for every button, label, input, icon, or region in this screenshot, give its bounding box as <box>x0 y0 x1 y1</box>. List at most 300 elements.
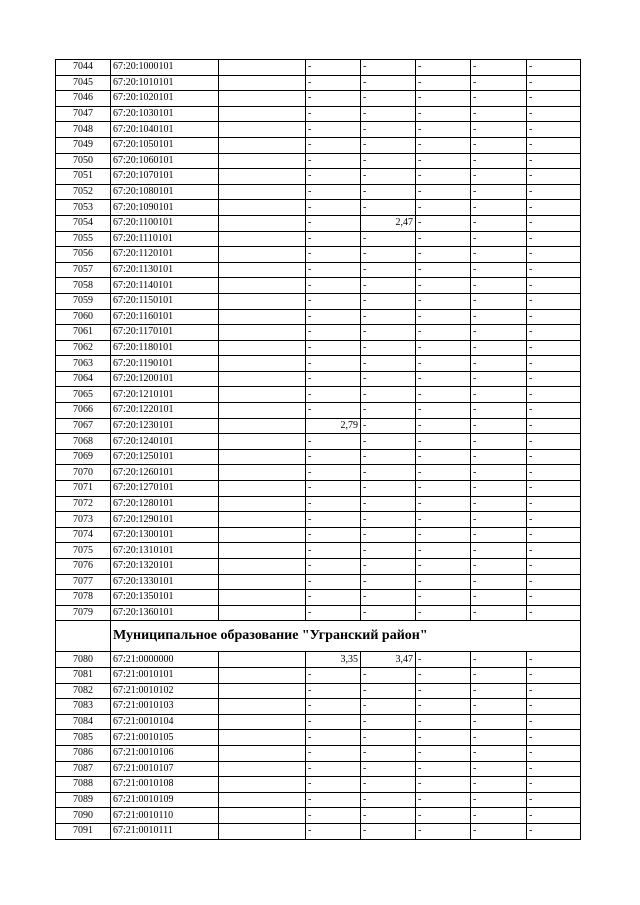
cadastral-code: 67:20:1070101 <box>111 169 219 185</box>
row-number: 7047 <box>56 106 111 122</box>
table-row <box>56 106 581 122</box>
value-cell: - <box>416 309 471 325</box>
row-number: 7064 <box>56 371 111 387</box>
value-cell: - <box>416 465 471 481</box>
table-row <box>56 605 581 621</box>
cadastral-code: 67:20:1100101 <box>111 215 219 231</box>
cadastral-code: 67:20:1220101 <box>111 403 219 419</box>
empty-cell <box>219 340 306 356</box>
section-header-row <box>56 621 581 652</box>
value-cell: - <box>416 714 471 730</box>
empty-cell <box>219 590 306 606</box>
value-cell: - <box>361 543 416 559</box>
value-cell: - <box>361 309 416 325</box>
empty-cell <box>219 745 306 761</box>
value-cell: - <box>416 215 471 231</box>
table-row <box>56 231 581 247</box>
value-cell: - <box>527 75 581 91</box>
value-cell: - <box>527 527 581 543</box>
value-cell: - <box>361 231 416 247</box>
value-cell: - <box>471 293 527 309</box>
value-cell: - <box>471 590 527 606</box>
value-cell: - <box>306 590 361 606</box>
value-cell: - <box>471 481 527 497</box>
empty-cell <box>219 683 306 699</box>
value-cell: - <box>361 106 416 122</box>
value-cell: - <box>361 293 416 309</box>
value-cell: - <box>527 106 581 122</box>
value-cell: - <box>471 91 527 107</box>
value-cell: - <box>471 527 527 543</box>
cadastral-code: 67:21:0010108 <box>111 777 219 793</box>
row-number: 7044 <box>56 60 111 76</box>
table-row <box>56 247 581 263</box>
value-cell: - <box>416 527 471 543</box>
cadastral-code: 67:20:1050101 <box>111 137 219 153</box>
value-cell: - <box>306 481 361 497</box>
empty-cell <box>219 325 306 341</box>
value-cell: - <box>527 293 581 309</box>
empty-cell <box>219 823 306 839</box>
value-cell: - <box>471 169 527 185</box>
value-cell: - <box>306 465 361 481</box>
value-cell: - <box>471 496 527 512</box>
empty-cell <box>219 559 306 575</box>
value-cell: - <box>416 293 471 309</box>
value-cell: - <box>471 512 527 528</box>
value-cell: - <box>306 512 361 528</box>
table-row <box>56 75 581 91</box>
value-cell: - <box>306 667 361 683</box>
value-cell: - <box>416 184 471 200</box>
value-cell: - <box>416 60 471 76</box>
value-cell: - <box>416 745 471 761</box>
value-cell: - <box>527 667 581 683</box>
value-cell: - <box>527 231 581 247</box>
value-cell: - <box>306 60 361 76</box>
value-cell: - <box>416 481 471 497</box>
row-number: 7087 <box>56 761 111 777</box>
value-cell: - <box>416 325 471 341</box>
row-number: 7051 <box>56 169 111 185</box>
value-cell: - <box>361 434 416 450</box>
value-cell: - <box>527 60 581 76</box>
value-cell: - <box>527 91 581 107</box>
value-cell: - <box>361 683 416 699</box>
empty-cell <box>219 465 306 481</box>
value-cell: - <box>306 91 361 107</box>
cadastral-code: 67:20:1010101 <box>111 75 219 91</box>
cadastral-code: 67:21:0010107 <box>111 761 219 777</box>
empty-cell <box>219 418 306 434</box>
value-cell: - <box>416 122 471 138</box>
table-row <box>56 309 581 325</box>
value-cell: - <box>306 808 361 824</box>
value-cell: - <box>416 777 471 793</box>
value-cell: - <box>471 823 527 839</box>
empty-cell <box>219 106 306 122</box>
row-number: 7082 <box>56 683 111 699</box>
value-cell: - <box>527 153 581 169</box>
value-cell: - <box>306 403 361 419</box>
row-number: 7083 <box>56 699 111 715</box>
empty-cell <box>219 667 306 683</box>
value-cell: - <box>306 683 361 699</box>
row-number: 7090 <box>56 808 111 824</box>
cadastral-code: 67:21:0010102 <box>111 683 219 699</box>
value-cell: - <box>306 496 361 512</box>
value-cell: - <box>306 574 361 590</box>
value-cell: - <box>471 652 527 668</box>
value-cell: - <box>471 137 527 153</box>
value-cell: - <box>416 605 471 621</box>
cadastral-code: 67:20:1310101 <box>111 543 219 559</box>
cadastral-code: 67:20:1090101 <box>111 200 219 216</box>
row-number: 7070 <box>56 465 111 481</box>
value-cell: - <box>306 309 361 325</box>
cadastral-code: 67:20:1200101 <box>111 371 219 387</box>
document-page <box>55 59 580 840</box>
value-cell: - <box>416 371 471 387</box>
empty-cell <box>219 371 306 387</box>
empty-cell <box>219 91 306 107</box>
empty-cell <box>219 169 306 185</box>
value-cell: - <box>361 418 416 434</box>
empty-cell <box>219 153 306 169</box>
value-cell: - <box>361 200 416 216</box>
row-number: 7058 <box>56 278 111 294</box>
value-cell: - <box>306 792 361 808</box>
value-cell: - <box>471 418 527 434</box>
value-cell: - <box>471 434 527 450</box>
value-cell: - <box>527 559 581 575</box>
cadastral-code: 67:20:1080101 <box>111 184 219 200</box>
table-row <box>56 465 581 481</box>
table-row <box>56 745 581 761</box>
value-cell: - <box>416 699 471 715</box>
cadastral-code: 67:21:0010109 <box>111 792 219 808</box>
table-body-top <box>56 60 581 621</box>
value-cell: - <box>471 714 527 730</box>
value-cell: - <box>361 745 416 761</box>
value-cell: - <box>306 543 361 559</box>
value-cell: - <box>527 169 581 185</box>
row-number: 7049 <box>56 137 111 153</box>
row-number: 7077 <box>56 574 111 590</box>
cadastral-code: 67:21:0000000 <box>111 652 219 668</box>
value-cell: - <box>361 808 416 824</box>
value-cell: - <box>361 559 416 575</box>
table-row <box>56 137 581 153</box>
empty-cell <box>219 293 306 309</box>
value-cell: 3,35 <box>306 652 361 668</box>
value-cell: - <box>361 340 416 356</box>
cadastral-code: 67:20:1210101 <box>111 387 219 403</box>
cadastral-code: 67:20:1030101 <box>111 106 219 122</box>
row-number: 7079 <box>56 605 111 621</box>
empty-cell <box>219 200 306 216</box>
table-row <box>56 512 581 528</box>
value-cell: - <box>416 667 471 683</box>
table-row <box>56 543 581 559</box>
value-cell: - <box>527 418 581 434</box>
value-cell: - <box>416 761 471 777</box>
value-cell: - <box>471 60 527 76</box>
value-cell: - <box>416 418 471 434</box>
cadastral-code: 67:20:1360101 <box>111 605 219 621</box>
cadastral-code: 67:21:0010106 <box>111 745 219 761</box>
value-cell: 2,79 <box>306 418 361 434</box>
row-number: 7073 <box>56 512 111 528</box>
value-cell: - <box>527 792 581 808</box>
cadastral-code: 67:20:1250101 <box>111 449 219 465</box>
value-cell: - <box>361 137 416 153</box>
empty-cell <box>219 714 306 730</box>
empty-cell <box>219 231 306 247</box>
value-cell: - <box>361 371 416 387</box>
value-cell: - <box>416 590 471 606</box>
value-cell: - <box>306 745 361 761</box>
row-number: 7059 <box>56 293 111 309</box>
table-row <box>56 823 581 839</box>
value-cell: - <box>527 200 581 216</box>
cadastral-code: 67:20:1000101 <box>111 60 219 76</box>
table-row <box>56 122 581 138</box>
value-cell: - <box>416 387 471 403</box>
value-cell: - <box>306 325 361 341</box>
value-cell: - <box>527 652 581 668</box>
value-cell: - <box>527 184 581 200</box>
value-cell: - <box>361 761 416 777</box>
value-cell: - <box>306 449 361 465</box>
row-number: 7048 <box>56 122 111 138</box>
row-number: 7057 <box>56 262 111 278</box>
empty-cell <box>219 184 306 200</box>
value-cell: - <box>527 325 581 341</box>
value-cell: - <box>527 714 581 730</box>
row-number: 7091 <box>56 823 111 839</box>
value-cell: - <box>527 605 581 621</box>
value-cell: - <box>306 559 361 575</box>
cadastral-code: 67:20:1300101 <box>111 527 219 543</box>
table-row <box>56 60 581 76</box>
cadastral-code: 67:20:1130101 <box>111 262 219 278</box>
value-cell: - <box>306 371 361 387</box>
value-cell: - <box>306 200 361 216</box>
value-cell: - <box>306 169 361 185</box>
value-cell: - <box>361 792 416 808</box>
value-cell: - <box>527 449 581 465</box>
table-row <box>56 200 581 216</box>
value-cell: - <box>471 761 527 777</box>
empty-cell <box>219 60 306 76</box>
row-number: 7068 <box>56 434 111 450</box>
value-cell: - <box>361 325 416 341</box>
empty-cell <box>219 387 306 403</box>
row-number: 7080 <box>56 652 111 668</box>
table-row <box>56 777 581 793</box>
row-number: 7054 <box>56 215 111 231</box>
row-number: 7074 <box>56 527 111 543</box>
value-cell: - <box>471 371 527 387</box>
row-number: 7061 <box>56 325 111 341</box>
value-cell: - <box>361 403 416 419</box>
section-number-cell <box>56 621 111 652</box>
value-cell: - <box>471 184 527 200</box>
value-cell: - <box>471 356 527 372</box>
value-cell: - <box>471 777 527 793</box>
table-row <box>56 387 581 403</box>
table-row <box>56 808 581 824</box>
cadastral-code: 67:20:1140101 <box>111 278 219 294</box>
table-row <box>56 667 581 683</box>
empty-cell <box>219 496 306 512</box>
value-cell: - <box>527 247 581 263</box>
row-number: 7075 <box>56 543 111 559</box>
value-cell: - <box>306 714 361 730</box>
section-header-group <box>56 621 581 652</box>
value-cell: - <box>361 449 416 465</box>
value-cell: - <box>361 122 416 138</box>
table-row <box>56 730 581 746</box>
row-number: 7071 <box>56 481 111 497</box>
value-cell: - <box>416 137 471 153</box>
cadastral-code: 67:21:0010101 <box>111 667 219 683</box>
value-cell: - <box>361 823 416 839</box>
value-cell: - <box>416 91 471 107</box>
row-number: 7053 <box>56 200 111 216</box>
value-cell: - <box>306 527 361 543</box>
cadastral-code: 67:20:1110101 <box>111 231 219 247</box>
row-number: 7085 <box>56 730 111 746</box>
cadastral-code: 67:21:0010104 <box>111 714 219 730</box>
value-cell: - <box>361 387 416 403</box>
row-number: 7052 <box>56 184 111 200</box>
table-row <box>56 792 581 808</box>
table-row <box>56 153 581 169</box>
table-row <box>56 356 581 372</box>
row-number: 7065 <box>56 387 111 403</box>
value-cell: - <box>306 75 361 91</box>
value-cell: - <box>416 792 471 808</box>
cadastral-code: 67:20:1120101 <box>111 247 219 263</box>
table-row <box>56 761 581 777</box>
table-row <box>56 184 581 200</box>
cadastral-code: 67:20:1170101 <box>111 325 219 341</box>
value-cell: - <box>471 559 527 575</box>
value-cell: - <box>527 262 581 278</box>
value-cell: - <box>306 434 361 450</box>
value-cell: - <box>306 761 361 777</box>
empty-cell <box>219 481 306 497</box>
value-cell: - <box>416 434 471 450</box>
value-cell: - <box>416 278 471 294</box>
value-cell: - <box>306 184 361 200</box>
row-number: 7081 <box>56 667 111 683</box>
table-row <box>56 481 581 497</box>
value-cell: - <box>527 309 581 325</box>
value-cell: - <box>527 761 581 777</box>
value-cell: - <box>527 137 581 153</box>
empty-cell <box>219 403 306 419</box>
value-cell: - <box>471 792 527 808</box>
value-cell: 2,47 <box>361 215 416 231</box>
value-cell: - <box>416 200 471 216</box>
cadastral-code: 67:20:1150101 <box>111 293 219 309</box>
value-cell: - <box>471 309 527 325</box>
value-cell: - <box>527 590 581 606</box>
row-number: 7062 <box>56 340 111 356</box>
value-cell: - <box>416 153 471 169</box>
cadastral-code: 67:20:1020101 <box>111 91 219 107</box>
value-cell: - <box>416 75 471 91</box>
value-cell: - <box>527 574 581 590</box>
table-row <box>56 434 581 450</box>
row-number: 7046 <box>56 91 111 107</box>
empty-cell <box>219 278 306 294</box>
value-cell: - <box>527 481 581 497</box>
value-cell: - <box>361 512 416 528</box>
value-cell: - <box>361 730 416 746</box>
row-number: 7089 <box>56 792 111 808</box>
value-cell: - <box>471 574 527 590</box>
value-cell: - <box>527 403 581 419</box>
value-cell: - <box>527 777 581 793</box>
cadastral-code: 67:20:1320101 <box>111 559 219 575</box>
table-row <box>56 91 581 107</box>
value-cell: - <box>416 403 471 419</box>
value-cell: - <box>416 808 471 824</box>
value-cell: - <box>306 605 361 621</box>
value-cell: - <box>361 247 416 263</box>
empty-cell <box>219 434 306 450</box>
value-cell: - <box>471 122 527 138</box>
cadastral-code: 67:20:1060101 <box>111 153 219 169</box>
cadastral-code: 67:20:1270101 <box>111 481 219 497</box>
value-cell: - <box>306 247 361 263</box>
table-row <box>56 683 581 699</box>
value-cell: - <box>527 543 581 559</box>
value-cell: - <box>471 745 527 761</box>
empty-cell <box>219 777 306 793</box>
value-cell: - <box>361 699 416 715</box>
value-cell: - <box>361 605 416 621</box>
row-number: 7055 <box>56 231 111 247</box>
table-row <box>56 699 581 715</box>
value-cell: - <box>527 823 581 839</box>
row-number: 7050 <box>56 153 111 169</box>
value-cell: - <box>527 465 581 481</box>
value-cell: - <box>527 356 581 372</box>
value-cell: - <box>306 278 361 294</box>
value-cell: - <box>306 231 361 247</box>
row-number: 7069 <box>56 449 111 465</box>
empty-cell <box>219 309 306 325</box>
value-cell: - <box>471 106 527 122</box>
value-cell: - <box>527 699 581 715</box>
table-row <box>56 371 581 387</box>
value-cell: - <box>471 667 527 683</box>
value-cell: - <box>361 574 416 590</box>
value-cell: - <box>527 730 581 746</box>
cadastral-code: 67:21:0010110 <box>111 808 219 824</box>
cadastral-table <box>55 59 581 840</box>
value-cell: - <box>361 777 416 793</box>
table-row <box>56 527 581 543</box>
table-row <box>56 293 581 309</box>
value-cell: - <box>416 356 471 372</box>
value-cell: - <box>361 153 416 169</box>
